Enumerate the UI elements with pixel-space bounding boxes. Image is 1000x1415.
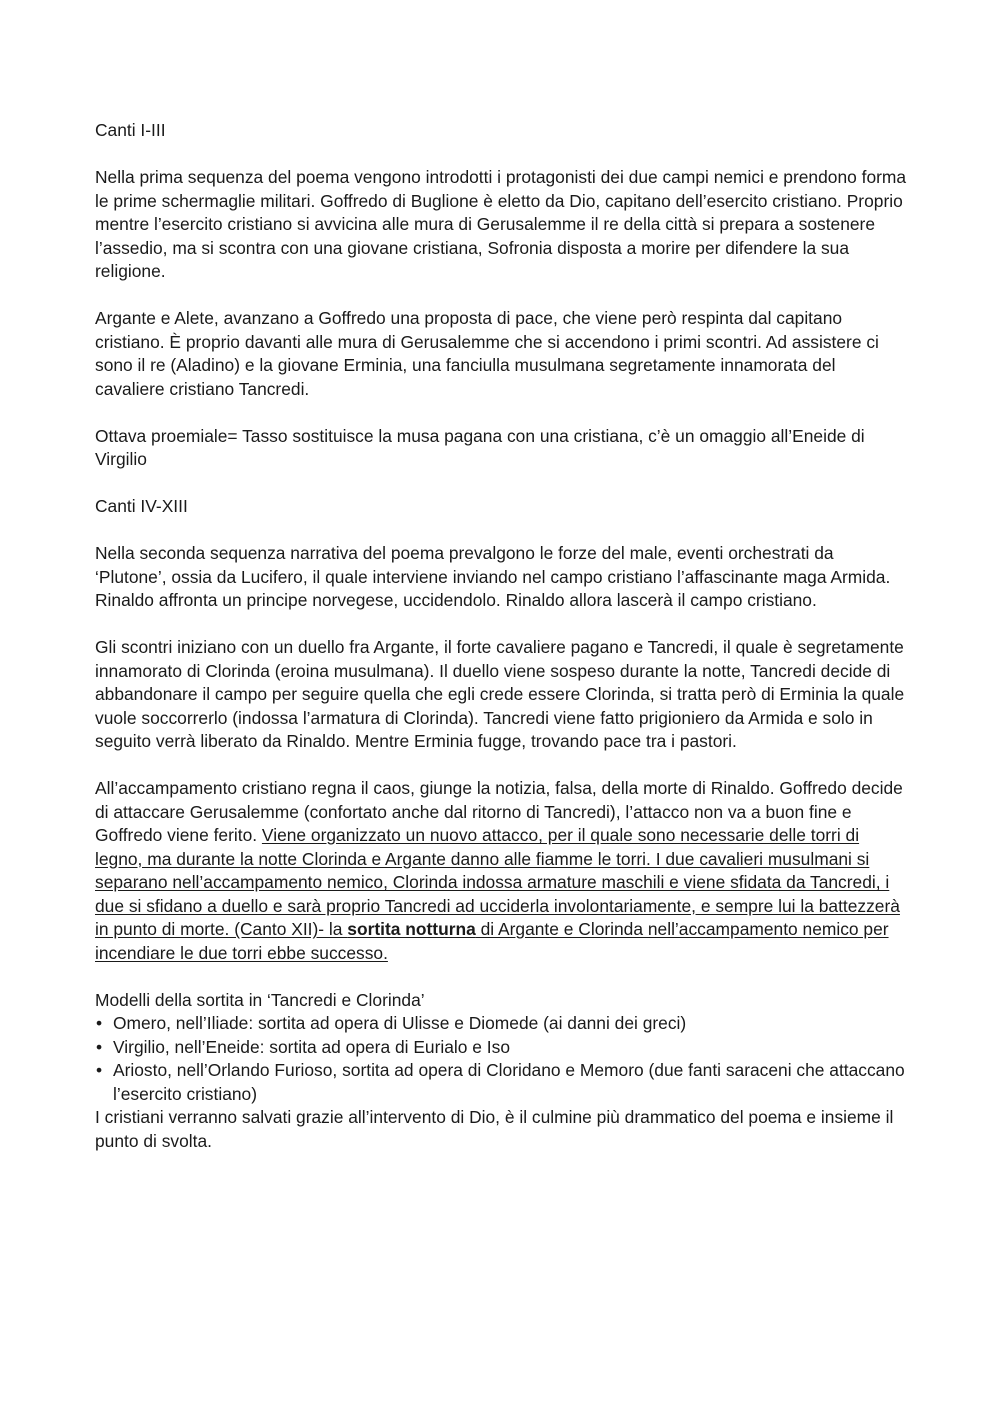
models-list: [95, 1012, 907, 1106]
bullet-icon: •: [96, 1036, 103, 1057]
underlined-passage: [95, 825, 900, 963]
models-heading: Modelli della sortita in ‘Tancredi e Clorinda’: [95, 989, 425, 1010]
bullet-icon: •: [96, 1013, 103, 1033]
list-item-text: Virgilio, nell’Eneide: sortita ad opera di Eurialo e Iso: [113, 1036, 510, 1057]
section-heading-canti-4-13: Canti IV-XIII: [95, 496, 188, 516]
paragraph-closing: I cristiani verranno salvati grazie all’intervento di Dio, è il culmine più drammatico del poema e insieme il punto di svolta.: [95, 1107, 894, 1151]
paragraph-ottava-proemiale: Ottava proemiale= Tasso sostituisce la musa pagana con una cristiana, c’è un omaggio all’Eneide di Virgilio: [95, 425, 865, 469]
document-page: [95, 119, 907, 1153]
paragraph-duel: Gli scontri iniziano con un duello fra Argante, il forte cavaliere pagano e Tancredi, il quale è segretamente innamorato di Clorinda (eroina musulmana). Il duello viene sospeso durante la notte, Tancredi decide di abbandonare il campo per seguire quella che egli crede essere Clorinda, si tratta però di Erminia la quale vuole soccorrerlo (indossa l’armatura di Clorinda). Tancredi viene fatto prigioniero da Armida e solo in seguito verrà liberato da Rinaldo. Mentre Erminia fugge, trovando pace tra i pastori.: [95, 637, 905, 751]
paragraph-peace-proposal: Argante e Alete, avanzano a Goffredo una proposta di pace, che viene però respinta dal capitano cristiano. È proprio davanti alle mura di Gerusalemme che si accendono i primi scontri. Ad assistere ci sono il re (Aladino) e la giovane Erminia, una fanciulla musulmana segretamente innamorata del cavaliere cristiano Tancredi.: [95, 308, 879, 399]
list-item-text: Omero, nell’Iliade: sortita ad opera di Ulisse e Diomede (ai danni dei greci): [113, 1013, 687, 1033]
section-heading-canti-1-3: Canti I-III: [95, 120, 166, 140]
underlined-text: Viene organizzato un nuovo attacco, per il quale sono necessarie delle torri di legno, ma durante la notte Clorinda e Argante danno alle fiamme le torri. I due cavalieri musulmani si separano nell’accampamento nemico, Clorinda indossa armature maschili e viene sfidata da Tancredi, i due si sfidano a duello e sarà proprio Tancredi ad ucciderla involontariamente, e sempre lui la battezzerà in punto di morte. (Canto XII)- la: [95, 825, 900, 939]
paragraph-second-sequence: Nella seconda sequenza narrativa del poema prevalgono le forze del male, eventi orchestrati da ‘Plutone’, ossia da Lucifero, il quale interviene inviando nel campo cristiano l’affascinante maga Armida. Rinaldo affronta un principe norvegese, uccidendolo. Rinaldo allora lascerà il campo cristiano.: [95, 543, 891, 610]
paragraph-christian-camp: [95, 777, 907, 965]
list-item-text: Ariosto, nell’Orlando Furioso, sortita ad opera di Cloridano e Memoro (due fanti saraceni che attaccano l’esercito cristiano): [113, 1060, 905, 1104]
paragraph-first-sequence: Nella prima sequenza del poema vengono introdotti i protagonisti dei due campi nemici e prendono forma le prime schermaglie militari. Goffredo di Buglione è eletto da Dio, capitano dell’esercito cristiano. Proprio mentre l’esercito cristiano si avvicina alle mura di Gerusalemme il re della città si prepara a sostenere l’assedio, ma si scontra con una giovane cristiana, Sofronia disposta a morire per difendere la sua religione.: [95, 167, 907, 281]
bold-sortita-notturna: sortita notturna: [347, 919, 476, 939]
camp-text: All’accampamento cristiano regna il caos, giunge la notizia, falsa, della morte di Rinaldo. Goffredo decide di attaccare Gerusalemme (confortato anche dal ritorno di Tancredi), l’attacco non va a buon fine e Goffredo viene ferito.: [95, 778, 903, 845]
list-item: [95, 1012, 907, 1036]
list-item: [95, 1059, 907, 1106]
underlined-text-end: di Argante e Clorinda nell’accampamento nemico per incendiare le due torri ebbe successo.: [95, 919, 889, 963]
bullet-icon: •: [96, 1060, 103, 1080]
list-item: [95, 1036, 907, 1060]
